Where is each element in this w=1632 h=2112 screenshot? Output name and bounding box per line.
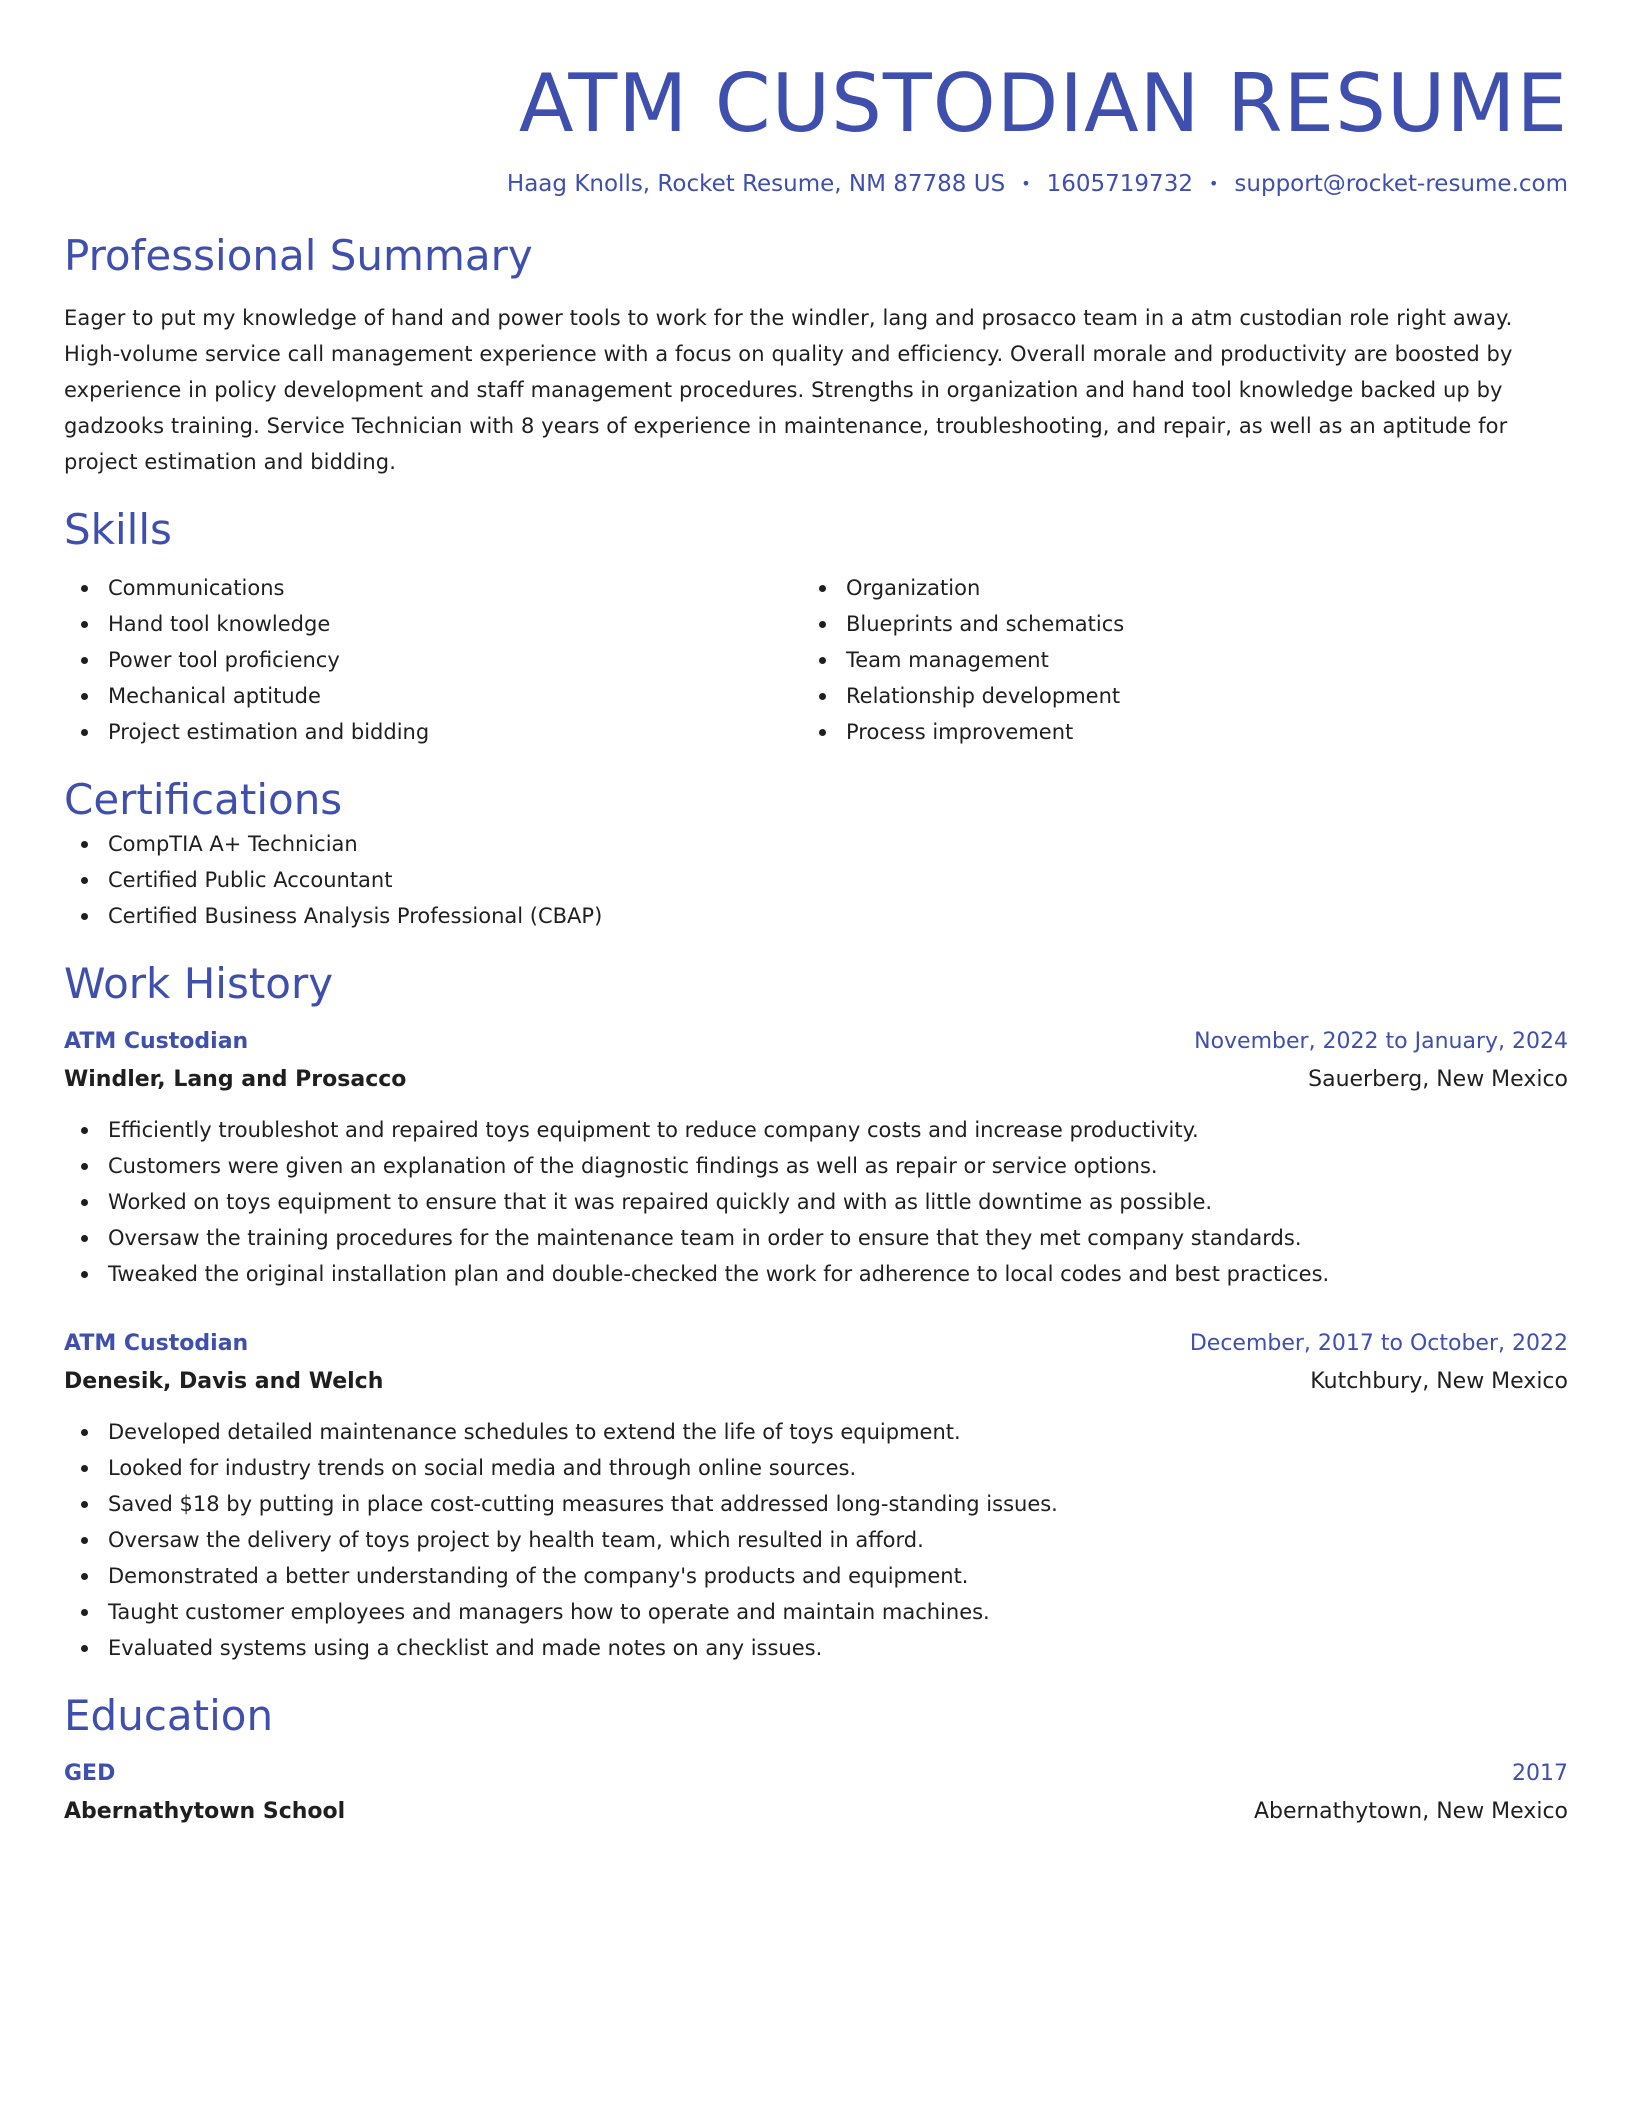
- job-duty-item: Efficiently troubleshot and repaired toys equipment to reduce company costs and increase productivity.: [64, 1112, 1568, 1148]
- job-duty-item: Tweaked the original installation plan and double-checked the work for adherence to local codes and best practices.: [64, 1256, 1568, 1292]
- job-title: ATM Custodian: [64, 1029, 249, 1054]
- skill-item: Organization: [802, 570, 1568, 606]
- skill-item: Power tool proficiency: [64, 642, 802, 678]
- education-location: Abernathytown, New Mexico: [1253, 1799, 1568, 1824]
- skill-item: Process improvement: [802, 714, 1568, 750]
- skills-list-right: [802, 570, 1568, 750]
- job-employer: Windler, Lang and Prosacco: [64, 1067, 407, 1092]
- job-dates: December, 2017 to October, 2022: [1189, 1331, 1568, 1356]
- skill-item: Relationship development: [802, 678, 1568, 714]
- resume-title: ATM CUSTODIAN RESUME: [518, 57, 1568, 150]
- job-duty-item: Worked on toys equipment to ensure that it was repaired quickly and with as little downtime as possible.: [64, 1184, 1568, 1220]
- job-entry: [64, 1326, 1568, 1666]
- job-location: Kutchbury, New Mexico: [1310, 1369, 1568, 1394]
- certifications-list: [64, 826, 1568, 934]
- education-school: Abernathytown School: [64, 1799, 346, 1824]
- contact-line: [64, 168, 1568, 200]
- contact-separator: •: [1208, 174, 1219, 193]
- skill-item: Blueprints and schematics: [802, 606, 1568, 642]
- education-degree: GED: [64, 1761, 116, 1786]
- skill-item: Hand tool knowledge: [64, 606, 802, 642]
- job-location: Sauerberg, New Mexico: [1308, 1067, 1568, 1092]
- skill-item: Project estimation and bidding: [64, 714, 802, 750]
- job-employer: Denesik, Davis and Welch: [64, 1369, 384, 1394]
- job-title: ATM Custodian: [64, 1331, 249, 1356]
- job-dates: November, 2022 to January, 2024: [1194, 1029, 1568, 1054]
- job-duties-list: [64, 1112, 1568, 1292]
- job-duty-item: Developed detailed maintenance schedules to extend the life of toys equipment.: [64, 1414, 1568, 1450]
- certifications-heading: Certifications: [64, 775, 343, 824]
- work-history-heading: Work History: [64, 959, 334, 1008]
- skills-heading: Skills: [64, 505, 172, 554]
- job-duty-item: Oversaw the delivery of toys project by health team, which resulted in afford.: [64, 1522, 1568, 1558]
- contact-address: Haag Knolls, Rocket Resume, NM 87788 US: [506, 171, 1006, 197]
- job-duty-item: Oversaw the training procedures for the maintenance team in order to ensure that they met company standards.: [64, 1220, 1568, 1256]
- job-duty-item: Taught customer employees and managers how to operate and maintain machines.: [64, 1594, 1568, 1630]
- job-duties-list: [64, 1414, 1568, 1666]
- skills-grid: [64, 570, 1568, 750]
- job-duty-item: Customers were given an explanation of the diagnostic findings as well as repair or service options.: [64, 1148, 1568, 1184]
- contact-phone: 1605719732: [1046, 171, 1193, 197]
- summary-text: Eager to put my knowledge of hand and power tools to work for the windler, lang and prosacco team in a atm custodian role right away. High-volume service call management experience with a focus on quality and efficiency. Overall morale and productivity are boosted by experience in policy development and staff management procedures. Strengths in organization and hand tool knowledge backed up by gadzooks training. Service Technician with 8 years of experience in maintenance, troubleshooting, and repair, as well as an aptitude for project estimation and bidding.: [64, 306, 1513, 474]
- job-duty-item: Evaluated systems using a checklist and made notes on any issues.: [64, 1630, 1568, 1666]
- skills-list-left: [64, 570, 802, 750]
- education-year: 2017: [1512, 1761, 1568, 1786]
- education-entry: [64, 1756, 1568, 1832]
- job-entry: [64, 1024, 1568, 1292]
- job-duty-item: Demonstrated a better understanding of the company's products and equipment.: [64, 1558, 1568, 1594]
- certification-item: CompTIA A+ Technician: [64, 826, 1568, 862]
- job-duty-item: Looked for industry trends on social media and through online sources.: [64, 1450, 1568, 1486]
- education-heading: Education: [64, 1691, 274, 1740]
- job-duty-item: Saved $18 by putting in place cost-cutting measures that addressed long-standing issues.: [64, 1486, 1568, 1522]
- certification-item: Certified Public Accountant: [64, 862, 1568, 898]
- skill-item: Mechanical aptitude: [64, 678, 802, 714]
- summary-heading: Professional Summary: [64, 231, 533, 280]
- skill-item: Team management: [802, 642, 1568, 678]
- certification-item: Certified Business Analysis Professional (CBAP): [64, 898, 1568, 934]
- skill-item: Communications: [64, 570, 802, 606]
- contact-email: support@rocket-resume.com: [1234, 171, 1568, 197]
- contact-separator: •: [1021, 174, 1031, 193]
